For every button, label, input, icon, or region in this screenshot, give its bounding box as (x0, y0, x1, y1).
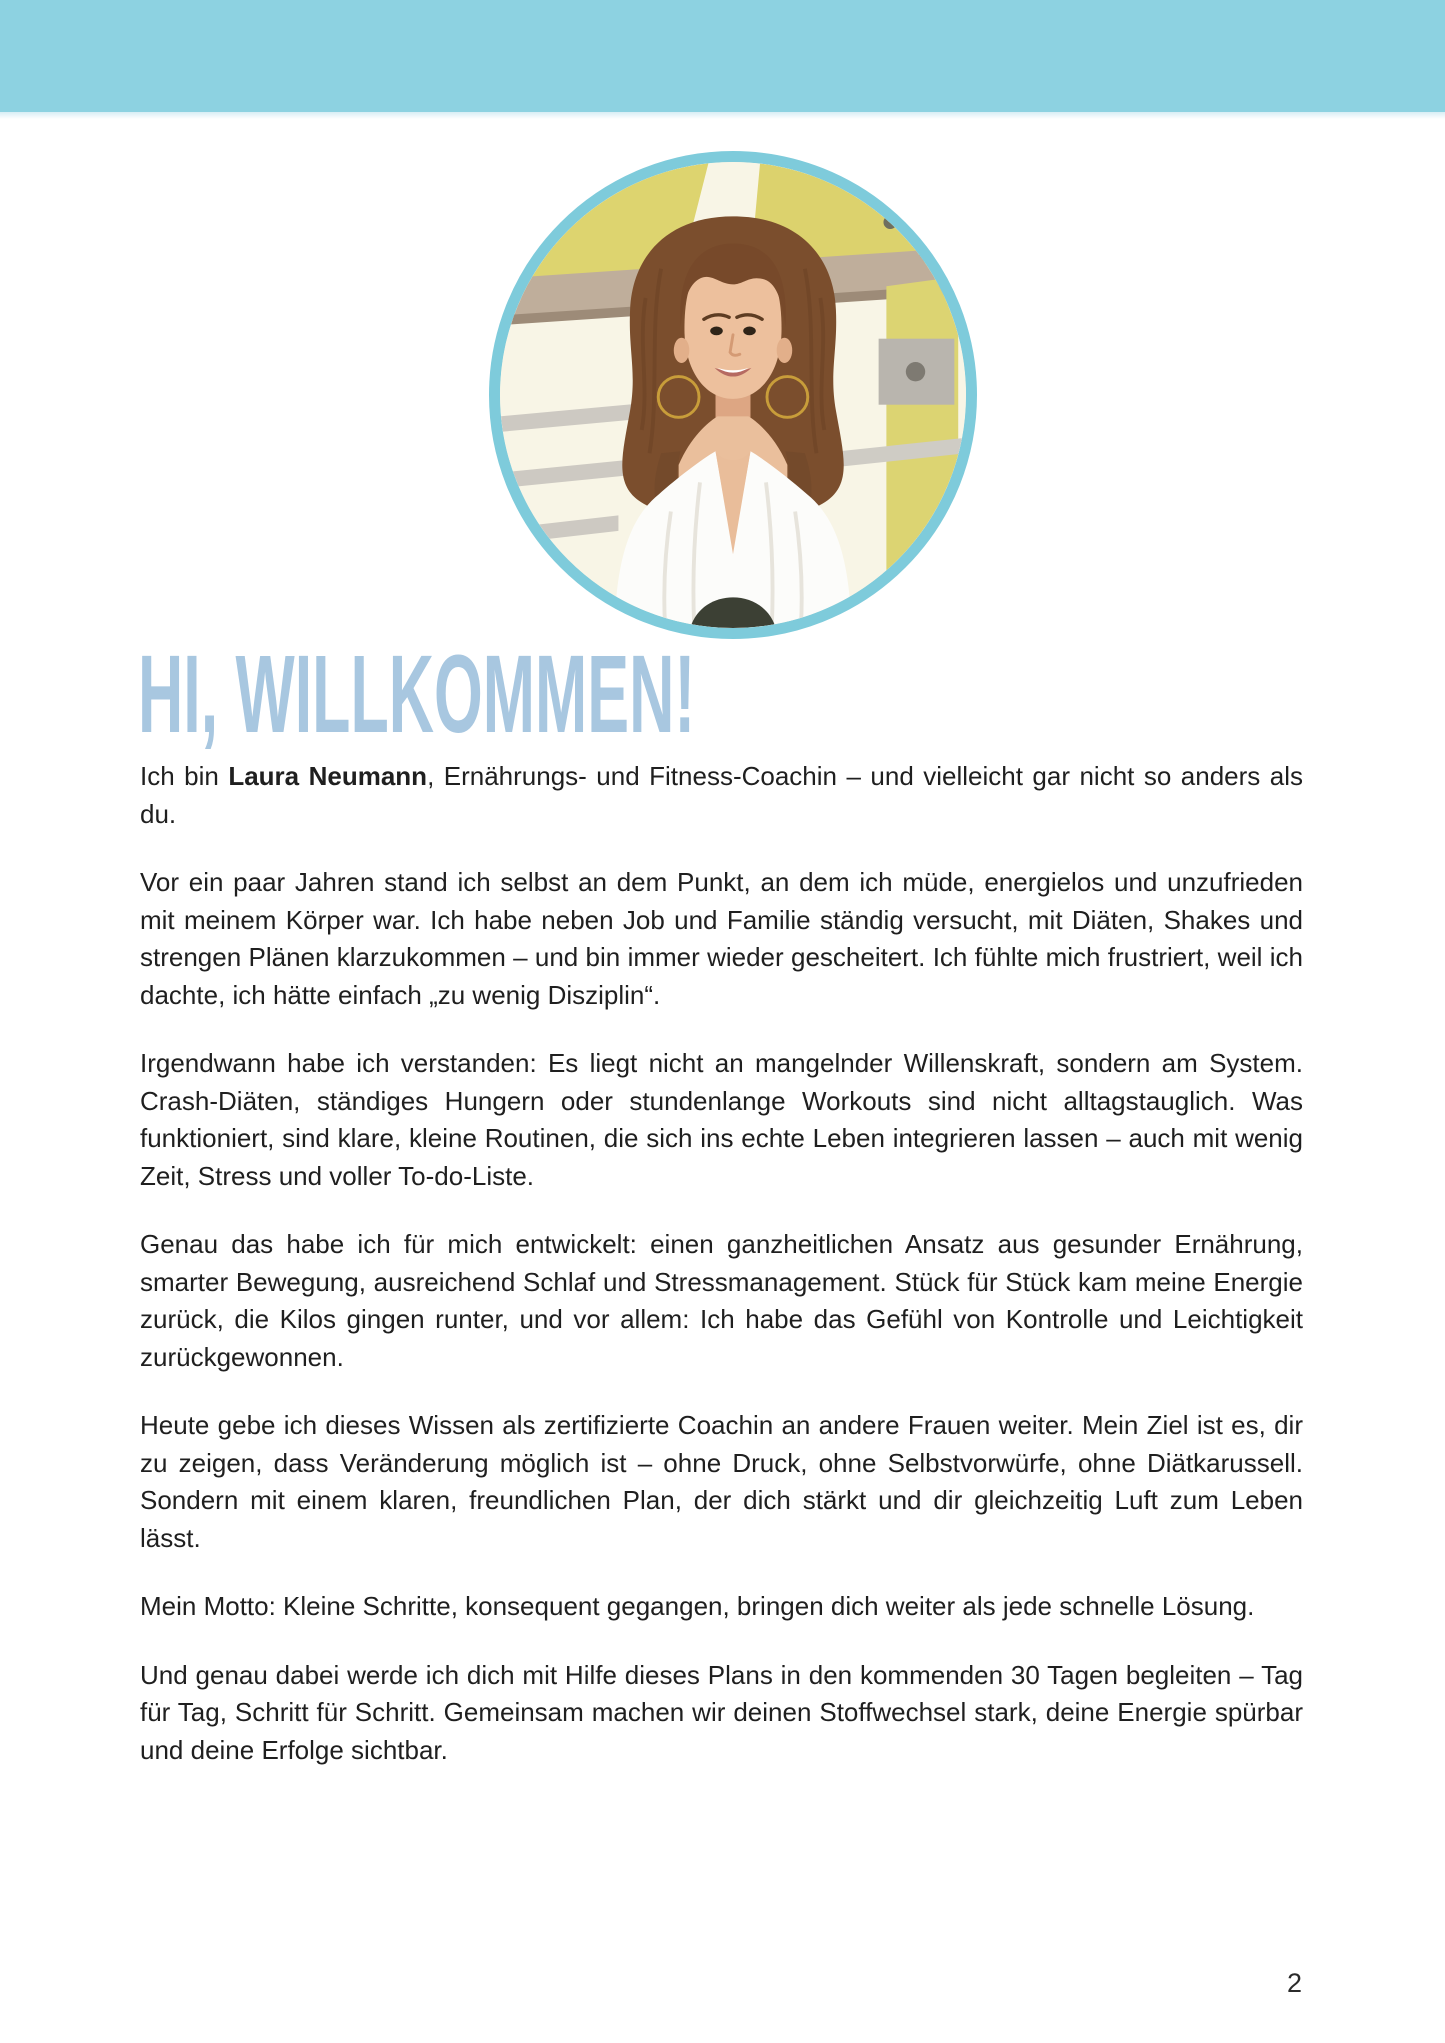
paragraph (140, 1407, 1303, 1557)
top-color-band (0, 0, 1445, 112)
author-name-bold: Laura Neumann (228, 761, 428, 791)
paragraph (140, 758, 1303, 833)
paragraph (140, 1588, 1303, 1626)
page-number: 2 (1286, 1968, 1302, 1998)
paragraph-text: Heute gebe ich dieses Wissen als zertifizierte Coachin an andere Frauen weiter. Mein Ziel ist es, dir zu zeigen, dass Veränderung möglich ist – ohne Druck, ohne Selbstvorwürfe, ohne Diätkarussell. Sondern mit einem klaren, freundlichen Plan, der dich stärkt und dir gleichzeitig Luft zum Leben lässt. (140, 1410, 1303, 1553)
page-title: HI, WILLKOMMEN! (138, 633, 696, 756)
paragraph-text: Irgendwann habe ich verstanden: Es liegt nicht an mangelnder Willenskraft, sondern am System. Crash-Diäten, ständiges Hungern oder stundenlange Workouts sind nicht alltagstauglich. Was funktioniert, sind klare, kleine Routinen, die sich ins echte Leben integrieren lassen – auch mit wenig Zeit, Stress und voller To-do-Liste. (140, 1048, 1303, 1191)
paragraphs (140, 758, 1303, 1800)
portrait-illustration (500, 162, 966, 628)
paragraph-text: Genau das habe ich für mich entwickelt: einen ganzheitlichen Ansatz aus gesunder Ernährung, smarter Bewegung, ausreichend Schlaf und Stressmanagement. Stück für Stück kam meine Energie zurück, die Kilos gingen runter, und vor allem: Ich habe das Gefühl von Kontrolle und Leichtigkeit zurückgewonnen. (140, 1229, 1303, 1372)
paragraph-text: Und genau dabei werde ich dich mit Hilfe dieses Plans in den kommenden 30 Tagen begleiten – Tag für Tag, Schritt für Schritt. Gemeinsam machen wir deinen Stoffwechsel stark, deine Energie spürbar und deine Erfolge sichtbar. (140, 1659, 1303, 1765)
paragraph (140, 864, 1303, 1014)
paragraph-text: Mein Motto: Kleine Schritte, konsequent gegangen, bringen dich weiter als jede schnelle Lösung. (140, 1591, 1255, 1621)
paragraph-text: Vor ein paar Jahren stand ich selbst an dem Punkt, an dem ich müde, energielos und unzufrieden mit meinem Körper war. Ich habe neben Job und Familie ständig versucht, mit Diäten, Shakes und strengen Plänen klarzukommen – und bin immer wieder gescheitert. Ich fühlte mich frustriert, weil ich dachte, ich hätte einfach „zu wenig Disziplin“. (140, 867, 1303, 1010)
paragraph-text: , Ernährungs- und Fitness-Coachin – und vielleicht gar nicht so anders als du. (140, 761, 1303, 829)
paragraph (140, 1045, 1303, 1195)
profile-photo (489, 151, 977, 639)
paragraph (140, 1657, 1303, 1770)
paragraph (140, 1226, 1303, 1376)
paragraph-text: Ich bin (140, 761, 229, 791)
top-band-fade (0, 112, 1445, 119)
